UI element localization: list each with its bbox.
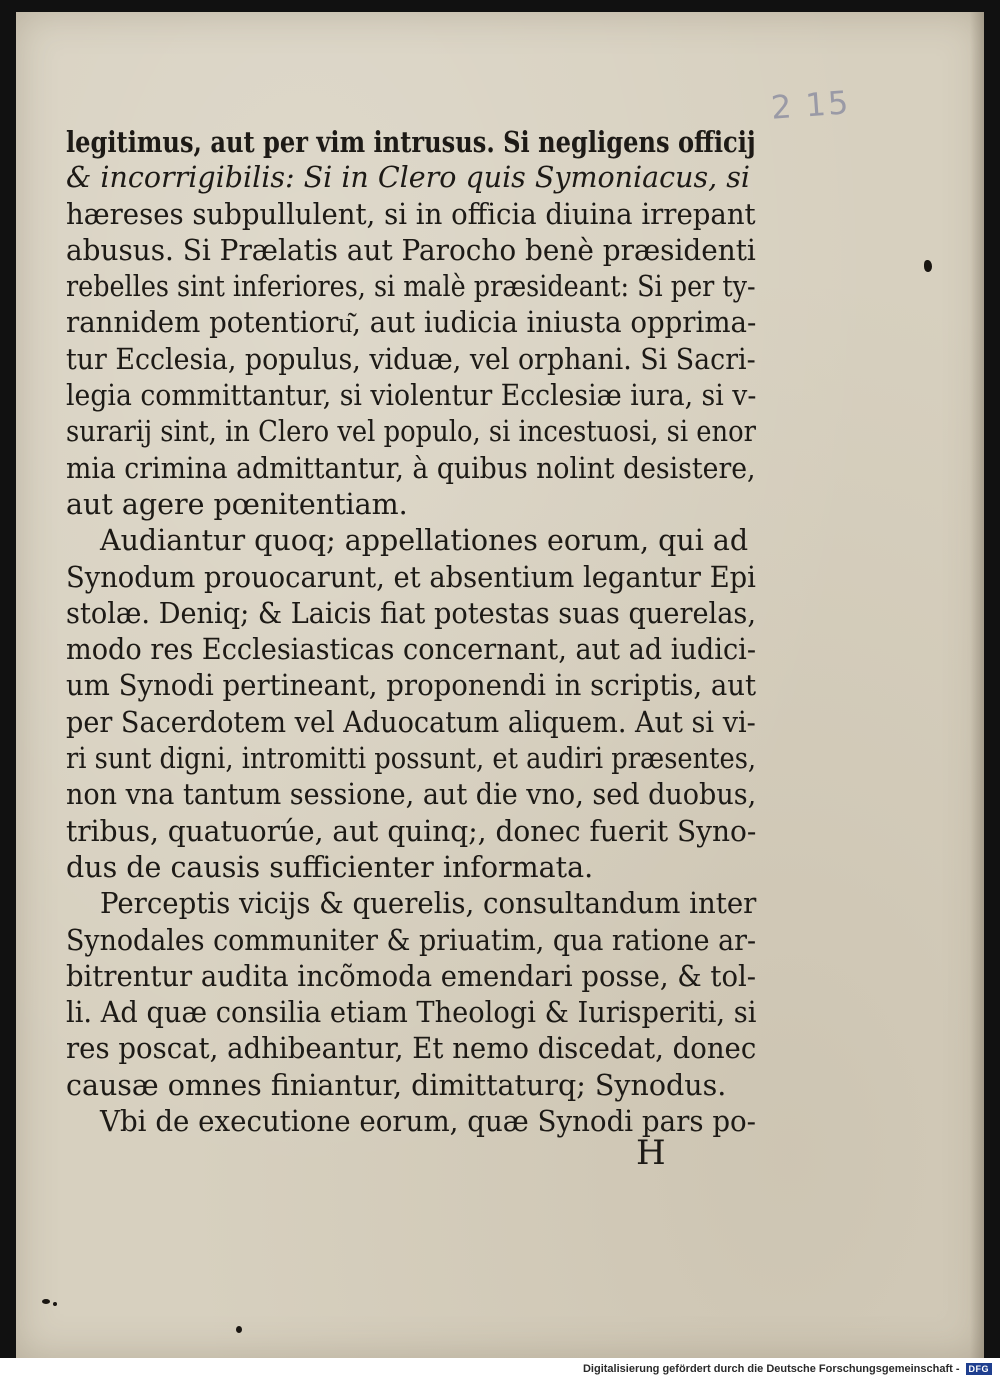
page-edge-shadow xyxy=(970,12,984,1358)
text-line: bitrentur audita incõmoda emendari posse, & tol- xyxy=(66,959,756,993)
page-text xyxy=(66,124,756,1140)
text-line: surarij sint, in Clero vel populo, si incestuosi, si enor xyxy=(66,415,756,449)
text-line: legia committantur, si violentur Ecclesiæ iura, si v- xyxy=(66,379,757,413)
text-line: causæ omnes finiantur, dimittaturq; Synodus. xyxy=(66,1068,727,1102)
ink-spot xyxy=(53,1302,57,1306)
folio-number: 2 15 xyxy=(769,83,852,127)
text-line: um Synodi pertineant, proponendi in scriptis, aut xyxy=(66,669,757,703)
text-line: Synodum prouocarunt, et absentium legantur Epi xyxy=(66,560,756,594)
text-line: legitimus, aut per vim intrusus. Si negligens officij xyxy=(66,125,756,159)
text-line: rebelles sint inferiores, si malè præsideant: Si per ty- xyxy=(66,270,756,304)
text-line: dus de causis sufficienter informata. xyxy=(66,850,594,884)
dfg-logo: DFG xyxy=(966,1363,993,1375)
text-line: tur Ecclesia, populus, viduæ, vel orphani. Si Sacri- xyxy=(66,342,756,376)
text-line: Audiantur quoq; appellationes eorum, qui ad xyxy=(100,524,749,558)
digitization-credit xyxy=(0,1358,1000,1379)
text-line: & incorrigibilis: Si in Clero quis Symoniacus, si xyxy=(66,161,750,195)
text-line: ri sunt digni, intromitti possunt, et audiri præsentes, xyxy=(66,742,757,776)
book-page xyxy=(16,12,984,1358)
text-line: rannidem potentioru͂, aut iudicia iniusta opprima- xyxy=(66,306,757,340)
text-line: Synodales communiter & priuatim, qua ratione ar- xyxy=(66,923,757,957)
signature-mark: H xyxy=(636,1133,666,1173)
text-line: tribus, quatuorúe, aut quinq;, donec fuerit Syno- xyxy=(66,814,757,848)
text-line: stolæ. Deniq; & Laicis fiat potestas suas querelas, xyxy=(66,596,756,630)
text-line: aut agere pœnitentiam. xyxy=(66,487,408,521)
text-line: per Sacerdotem vel Aduocatum aliquem. Aut si vi- xyxy=(66,705,756,739)
text-line: modo res Ecclesiasticas concernant, aut ad iudici- xyxy=(66,633,756,667)
text-line: hæreses subpullulent, si in officia diuina irrepant xyxy=(66,197,756,231)
text-line: abusus. Si Prælatis aut Parocho benè præsidenti xyxy=(66,233,756,267)
text-line: mia crimina admittantur, à quibus nolint desistere, xyxy=(66,451,756,485)
credit-text: Digitalisierung gefördert durch die Deutsche Forschungsgemeinschaft - xyxy=(582,1362,960,1375)
text-line: Vbi de executione eorum, quæ Synodi pars po- xyxy=(100,1105,757,1139)
text-line: res poscat, adhibeantur, Et nemo discedat, donec xyxy=(66,1032,757,1066)
ink-spot xyxy=(236,1326,242,1333)
text-line: li. Ad quæ consilia etiam Theologi & Iurisperiti, si xyxy=(66,996,757,1030)
text-line: Perceptis vicijs & querelis, consultandum inter xyxy=(100,887,757,921)
ink-spot xyxy=(42,1299,50,1304)
ink-spot xyxy=(924,260,932,272)
text-line: non vna tantum sessione, aut die vno, sed duobus, xyxy=(66,778,757,812)
